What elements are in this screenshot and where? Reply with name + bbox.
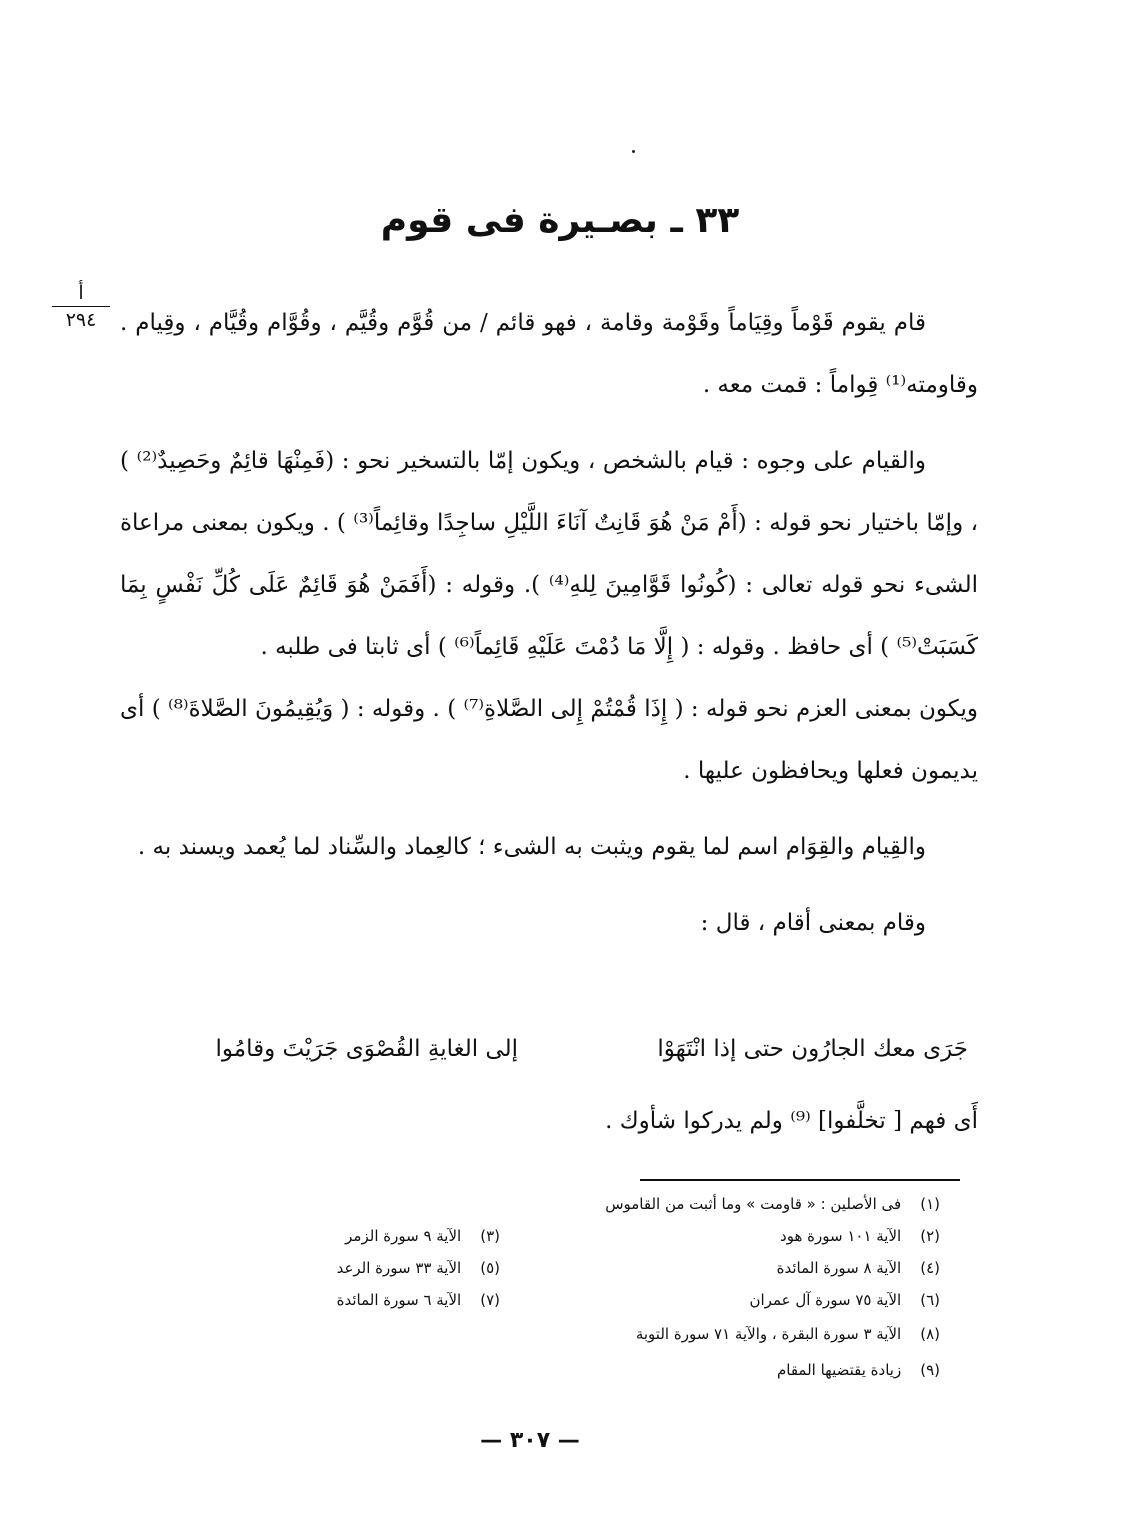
verse-explanation: أَى فهم [ تخلَّفوا] ⁽⁹⁾ ولم يدركوا شأوك . xyxy=(605,1108,978,1134)
footnote-9 xyxy=(777,1361,940,1379)
verse-first-hemistich: جَرَى معك الجارُون حتى إذا انْتَهَوْا xyxy=(657,1036,968,1062)
paragraph-2: والقيام على وجوه : قيام بالشخص ، ويكون إمّا بالتسخير نحو : (فَمِنْهَا قائِمٌ وحَصِيدٌ⁽²⁾ ) ، وإمّا باختيار نحو قوله : (أَمْ مَنْ هُوَ قَانِتٌ آنَاءَ اللَّيْلِ ساجِدًا وقائِماً⁽³⁾ ) . ويكون بمعنى مراعاة الشىء نحو قوله تعالى : (كُونُوا قَوَّامِينَ لِلهِ⁽⁴⁾ ). وقوله : (أَفَمَنْ هُوَ قَائِمٌ عَلَى كُلِّ نَفْسٍ بِمَا كَسَبَتْ⁽⁵⁾ ) أى حافظ . وقوله : ( إِلَّا مَا دُمْتَ عَلَيْهِ قَائِماً⁽⁶⁾ ) أى ثابتا فى طلبه . xyxy=(120,448,978,660)
footnote-number: (٤) xyxy=(920,1259,940,1277)
footnote-text: الآية ٨ سورة المائدة xyxy=(776,1259,902,1277)
footnote-text: زيادة يقتضيها المقام xyxy=(776,1361,902,1379)
footnote-number: (٢) xyxy=(920,1227,940,1245)
footnote-8 xyxy=(636,1325,940,1343)
footnote-number: (٥) xyxy=(480,1259,500,1277)
paragraph-4: والقِيام والقِوَام اسم لما يقوم ويثبت به الشىء ؛ كالعِماد والسِّناد لما يُعمد ويسند به . xyxy=(137,834,926,860)
footnote-number: (٧) xyxy=(480,1291,500,1309)
main-text xyxy=(120,292,978,954)
footnote-text: الآية ٧٥ سورة آل عمران xyxy=(749,1291,902,1309)
footnote-number: (٨) xyxy=(920,1325,940,1343)
footnote-number: (٣) xyxy=(480,1227,500,1245)
footnote-text: الآية ٦ سورة المائدة xyxy=(336,1291,462,1309)
footnote-number: (١) xyxy=(920,1195,940,1213)
footnote-4 xyxy=(777,1259,940,1277)
verse-second-hemistich: إلى الغايةِ القُصْوَى جَرَيْتَ وقامُوا xyxy=(215,1036,518,1062)
paragraph-3: ويكون بمعنى العزم نحو قوله : ( إِذَا قُمْتُمْ إِلى الصَّلاةِ⁽⁷⁾ ) . وقوله : ( وَيُقِيمُونَ الصَّلاةَ⁽⁸⁾ ) أى يديمون فعلها ويحافظون عليها . xyxy=(120,696,978,784)
poetry-verse xyxy=(120,1018,978,1080)
footnote-text: الآية ١٠١ سورة هود xyxy=(780,1227,902,1245)
footnote-3 xyxy=(345,1227,500,1245)
footnote-number: (٦) xyxy=(920,1291,940,1309)
manuscript-folio-reference xyxy=(52,282,110,331)
footnote-text: فى الأصلين : « قاومت » وما أثبت من القاموس xyxy=(605,1195,902,1213)
footnote-text: الآية ٩ سورة الزمر xyxy=(345,1227,462,1245)
paragraph-5: وقام بمعنى أقام ، قال : xyxy=(700,910,926,936)
footnote-6 xyxy=(750,1291,941,1309)
footnote-5 xyxy=(337,1259,500,1277)
chapter-title: ٣٣ ـ بصـيرة فى قوم xyxy=(380,200,740,241)
page-number: — ٣٠٧ — xyxy=(480,1428,580,1453)
footnote-text: الآية ٣٣ سورة الرعد xyxy=(336,1259,462,1277)
footnote-text: الآية ٣ سورة البقرة ، والآية ٧١ سورة التوبة xyxy=(635,1325,902,1343)
footnote-1 xyxy=(605,1195,940,1213)
footnote-separator xyxy=(640,1179,960,1181)
footnote-2 xyxy=(780,1227,940,1245)
paragraph-1: قام يقوم قَوْماً وقِيَاماً وقَوْمة وقامة ، فهو قائم / من قُوَّم وقُيَّم ، وقُوَّام وقُيَّام ، وقِيام . وقاومته⁽¹⁾ قِواماً : قمت معه . xyxy=(120,310,978,398)
folio-number: ٢٩٤ xyxy=(65,309,97,331)
stray-dot xyxy=(632,150,635,153)
footnote-7 xyxy=(337,1291,500,1309)
footnote-number: (٩) xyxy=(920,1361,940,1379)
footnotes xyxy=(250,1195,940,1415)
folio-letter: أ xyxy=(52,282,110,307)
